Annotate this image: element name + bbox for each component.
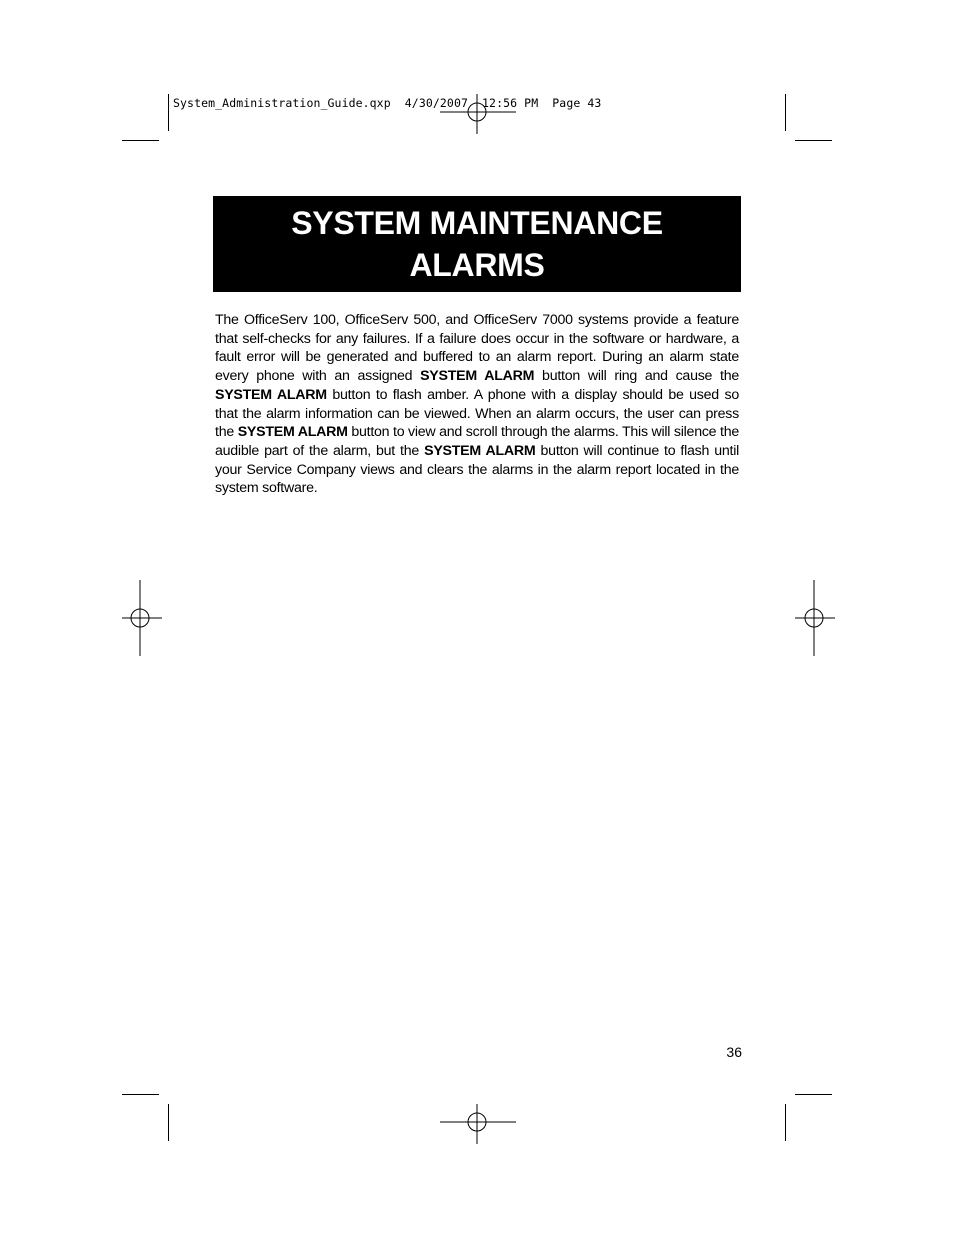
crop-mark-icon: [122, 1094, 159, 1095]
system-alarm-term: SYSTEM ALARM: [424, 442, 536, 459]
crop-mark-icon: [785, 1104, 786, 1141]
registration-mark-icon: [440, 94, 516, 134]
crop-mark-icon: [168, 1104, 169, 1141]
registration-mark-icon: [440, 1104, 516, 1144]
page-title-line-1: SYSTEM MAINTENANCE: [291, 205, 663, 241]
slug-line: System_Administration_Guide.qxp 4/30/2007 12:56 PM Page 43: [173, 96, 602, 110]
body-text-segment: button will continue to flash until your Service Company views and clears the alarms in the alarm report located in the system software.: [215, 442, 739, 497]
page-title-line-2: ALARMS: [409, 247, 545, 283]
crop-mark-icon: [795, 140, 832, 141]
body-text-segment: The OfficeServ 100, OfficeServ 500, and OfficeServ 7000 systems provide a feature that self-checks for any failures. If a failure does occur in the software or hardware, a fault error will be generated and buffered to an alarm report. During an alarm state every phone with an assigned: [215, 312, 739, 385]
crop-mark-icon: [122, 140, 159, 141]
body-text-segment: button to flash amber. A phone with a display should be used so that the alarm information can be viewed. When an alarm occurs, the user can press the: [215, 386, 739, 441]
registration-mark-icon: [795, 580, 835, 656]
body-text-segment: button will ring and cause the: [534, 368, 739, 385]
body-paragraph: [215, 311, 739, 498]
crop-mark-icon: [785, 94, 786, 131]
system-alarm-term: SYSTEM ALARM: [237, 424, 348, 441]
system-alarm-term: SYSTEM ALARM: [420, 368, 535, 385]
registration-mark-icon: [122, 580, 162, 656]
crop-mark-icon: [168, 94, 169, 131]
page-number: 36: [726, 1044, 742, 1060]
system-alarm-term: SYSTEM ALARM: [215, 386, 327, 403]
page-title-banner: [213, 196, 741, 292]
body-text-segment: button to view and scroll through the alarms. This will silence the audible part of the alarm, but the: [215, 424, 739, 459]
crop-mark-icon: [795, 1094, 832, 1095]
